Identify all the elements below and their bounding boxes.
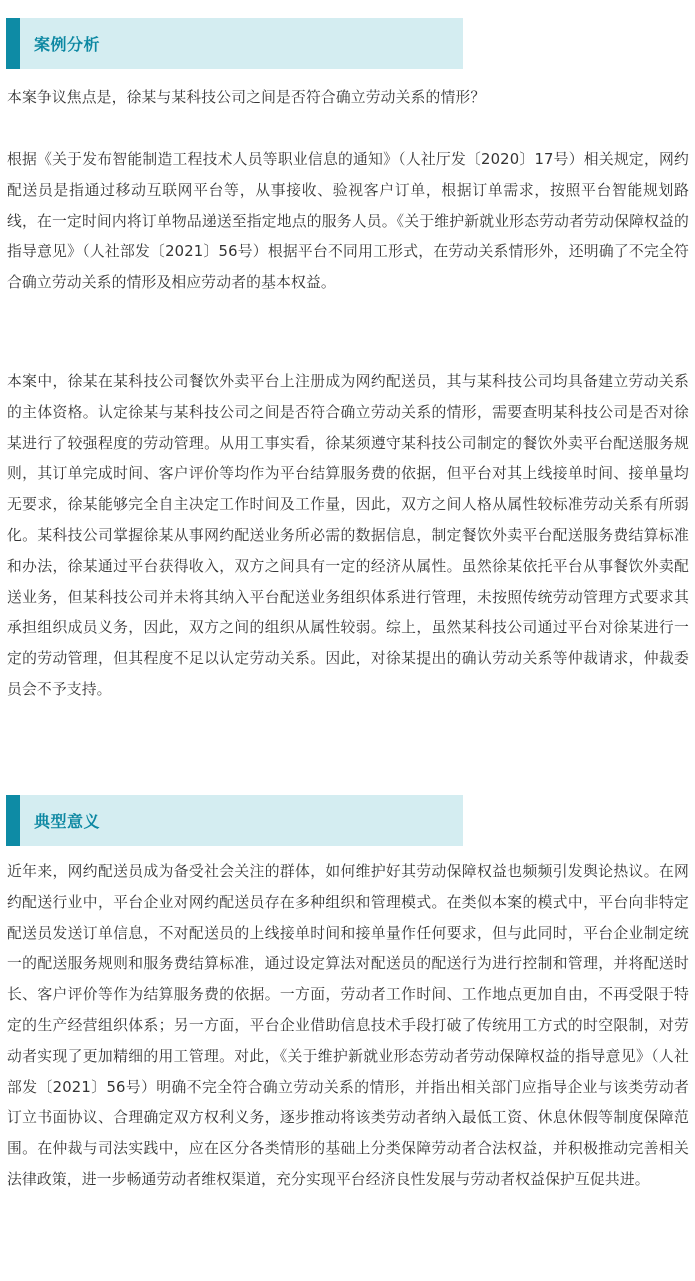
section-title: 案例分析 <box>34 35 101 54</box>
paragraph: 本案争议焦点是，徐某与某科技公司之间是否符合确立劳动关系的情形？ <box>7 89 486 106</box>
paragraph: 本案中，徐某在某科技公司餐饮外卖平台上注册成为网约配送员，其与某科技公司均具备建立劳动关系的主体资格。认定徐某与某科技公司之间是否符合确立劳动关系的情形，需要查明某科技公司是否对徐某进行了较强程度的劳动管理。从用工事实看，徐某须遵守某科技公司制定的餐饮外卖平台配送服务规则，其订单完成时间、客户评价等均作为平台结算服务费的依据，但平台对其上线接单时间、接单量均无要求，徐某能够完全自主决定工作时间及工作量，因此，双方之间人格从属性较标准劳动关系有所弱化。某科技公司掌握徐某从事网约配送业务所必需的数据信息，制定餐饮外卖平台配送服务费结算标准和办法，徐某通过平台获得收入，双方之间具有一定的经济从属性。虽然徐某依托平台从事餐饮外卖配送业务，但某科技公司并未将其纳入平台配送业务组织体系进行管理，未按照传统劳动管理方式要求其承担组织成员义务，因此，双方之间的组织从属性较弱。综上，虽然某科技公司通过平台对徐某进行一定的劳动管理，但其程度不足以认定劳动关系。因此，对徐某提出的确认劳动关系等仲裁请求，仲裁委员会不予支持。 <box>7 373 689 698</box>
section-title: 典型意义 <box>34 812 101 831</box>
paragraph: 近年来，网约配送员成为备受社会关注的群体，如何维护好其劳动保障权益也频频引发舆论热议。在网约配送行业中，平台企业对网约配送员存在多种组织和管理模式。在类似本案的模式中，平台向非特定配送员发送订单信息，不对配送员的上线接单时间和接单量作任何要求，但与此同时，平台企业制定统一的配送服务规则和服务费结算标准，通过设定算法对配送员的配送行为进行控制和管理，并将配送时长、客户评价等作为结算服务费的依据。一方面，劳动者工作时间、工作地点更加自由，不再受限于特定的生产经营组织体系；另一方面，平台企业借助信息技术手段打破了传统用工方式的时空限制，对劳动者实现了更加精细的用工管理。对此，《关于维护新就业形态劳动者劳动保障权益的指导意见》（人社部发〔2021〕56号）明确不完全符合确立劳动关系的情形，并指出相关部门应指导企业与该类劳动者订立书面协议、合理确定双方权利义务，逐步推动将该类劳动者纳入最低工资、休息休假等制度保障范围。在仲裁与司法实践中，应在区分各类情形的基础上分类保障劳动者合法权益，并积极推动完善相关法律政策，进一步畅通劳动者维权渠道，充分实现平台经济良性发展与劳动者权益保护互促共进。 <box>7 863 689 1188</box>
paragraph: 根据《关于发布智能制造工程技术人员等职业信息的通知》（人社厅发〔2020〕17号）相关规定，网约配送员是指通过移动互联网平台等，从事接收、验视客户订单，根据订单需求，按照平台智能规划路线，在一定时间内将订单物品递送至指定地点的服务人员。《关于维护新就业形态劳动者劳动保障权益的指导意见》（人社部发〔2021〕56号）根据平台不同用工形式，在劳动关系情形外，还明确了不完全符合确立劳动关系的情形及相应劳动者的基本权益。 <box>7 151 689 292</box>
section-header-case-analysis <box>6 18 463 69</box>
section-accent-bar <box>6 18 20 69</box>
section-accent-bar <box>6 795 20 846</box>
section-header-significance <box>6 795 463 846</box>
